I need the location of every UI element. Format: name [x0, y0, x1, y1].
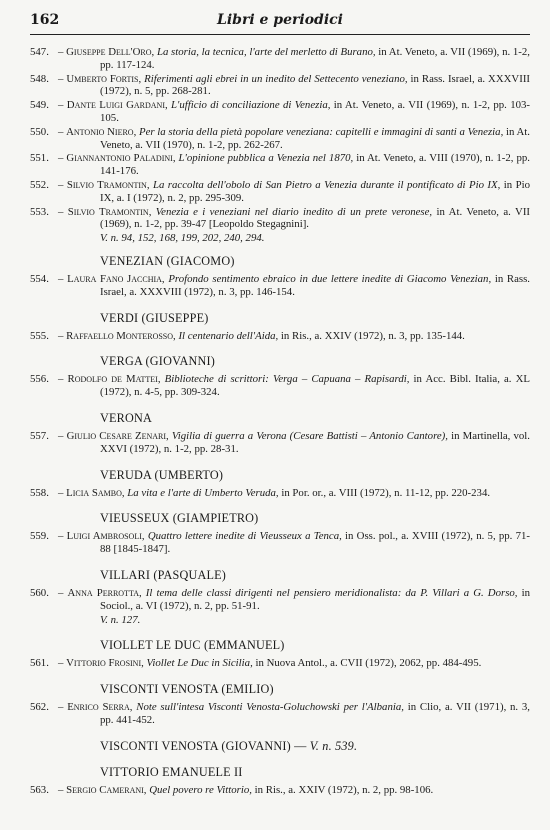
entry-dash: –	[58, 272, 64, 285]
section-heading	[30, 311, 530, 325]
section-heading	[30, 765, 530, 779]
entry-cross-reference: V. n. 127.	[100, 613, 141, 626]
bibliography-entry	[30, 373, 530, 399]
bibliography-entry	[30, 587, 530, 613]
entry-number: 563.	[30, 783, 49, 796]
entry-citation: in Clio, a. VII (1971), n. 3, pp. 441-452.	[100, 701, 531, 726]
entry-title: Viollet Le Duc in Sicilia,	[146, 657, 253, 670]
entry-dash: –	[58, 72, 64, 85]
entry-citation: in Rass. Israel, a. XXXVIII (1972), n. 5, pp. 268-281.	[100, 72, 531, 98]
section-heading-name: VERUDA (UMBERTO)	[100, 467, 224, 482]
entry-number: 555.	[30, 329, 49, 342]
bibliography-entry	[30, 530, 530, 556]
entry-citation: in Ris., a. XXIV (1972), n. 3, pp. 135-144.	[278, 329, 465, 342]
entry-citation: in Martinella, vol. XXVI (1972), n. 1-2, pp. 28-31.	[100, 429, 531, 455]
entry-dash: –	[58, 586, 64, 599]
entry-citation: in Acc. Bibl. Italia, a. XL (1972), n. 4-5, pp. 309-324.	[100, 373, 531, 399]
section-heading	[30, 568, 530, 582]
running-header	[30, 10, 530, 36]
bibliography-entry	[30, 273, 530, 299]
bibliography-entry	[30, 701, 530, 727]
entry-author: Laura Fano Jacchia,	[67, 272, 165, 285]
entry-title: Profondo sentimento ebraico in due lettere inedite di Giacomo Venezian,	[168, 272, 492, 285]
entry-title: L'opinione pubblica a Venezia nel 1870,	[178, 152, 354, 165]
section-heading-name: VIOLLET LE DUC (EMMANUEL)	[100, 638, 285, 653]
entry-dash: –	[58, 329, 64, 342]
header-rule	[30, 34, 530, 35]
bibliography-entry	[30, 99, 530, 125]
running-title: Libri e periodici	[217, 12, 343, 28]
entry-title: L'ufficio di conciliazione di Venezia,	[171, 99, 331, 112]
section-heading	[30, 468, 530, 482]
bibliography-entry	[30, 784, 530, 797]
bibliography-entry	[30, 46, 530, 72]
entry-title: La vita e l'arte di Umberto Veruda,	[127, 486, 279, 499]
entry-number: 552.	[30, 178, 49, 191]
bibliography-entry	[30, 330, 530, 343]
entry-dash: –	[58, 46, 64, 58]
section-heading-name: VISCONTI VENOSTA (GIOVANNI)	[100, 738, 291, 753]
bibliography-entry	[30, 179, 530, 205]
entry-citation: in Rass. Israel, a. XXXVIII (1972), n. 3, pp. 146-154.	[100, 272, 531, 298]
section-heading-name: VISCONTI VENOSTA (EMILIO)	[100, 682, 274, 697]
section-heading-name: VENEZIAN (GIACOMO)	[100, 253, 235, 268]
entry-number: 554.	[30, 272, 49, 285]
entry-title: Quel povero re Vittorio,	[149, 783, 252, 796]
entry-author: Silvio Tramontin,	[66, 178, 150, 191]
entry-citation: in At. Veneto, a. VII (1970), n. 1-2, pp. 262-267.	[100, 125, 530, 151]
entry-title: Riferimenti agli ebrei in un inedito del Settecento veneziano,	[144, 72, 408, 85]
entry-dash: –	[58, 205, 64, 218]
entry-number: 556.	[30, 373, 49, 386]
entry-number: 557.	[30, 429, 49, 442]
entry-number: 548.	[30, 72, 49, 85]
entry-author: Luigi Ambrosoli,	[66, 530, 145, 543]
entry-title: La storia, la tecnica, l'arte del merletto di Burano,	[156, 46, 376, 58]
section-heading-name: VITTORIO EMANUELE II	[100, 764, 243, 779]
section-heading	[30, 254, 530, 268]
entry-number: 551.	[30, 152, 49, 165]
entry-number: 559.	[30, 530, 49, 543]
section-heading	[30, 638, 530, 652]
entry-number: 560.	[30, 586, 49, 599]
entry-number: 561.	[30, 657, 49, 670]
entry-citation: in Ris., a. XXIV (1972), n. 2, pp. 98-106.	[251, 783, 434, 796]
entry-title: Quattro lettere inedite di Vieusseux a Tenca,	[147, 530, 342, 543]
bibliography-entry	[30, 487, 530, 500]
entry-citation: in At. Veneto, a. VII (1969), n. 1-2, pp. 39-47 [Leopoldo Stegagnini].	[100, 205, 531, 231]
entry-number: 562.	[30, 701, 49, 714]
section-heading-name: VILLARI (PASQUALE)	[100, 567, 227, 582]
entry-citation: in At. Veneto, a. VII (1969), n. 1-2, pp. 117-124.	[100, 46, 530, 71]
entry-citation: in Nuova Antol., a. CVII (1972), 2062, pp. 484-495.	[252, 657, 482, 670]
entry-cross-reference: V. n. 94, 152, 168, 199, 202, 240, 294.	[100, 232, 265, 245]
section-heading-separator: —	[290, 738, 310, 753]
entry-citation: in At. Veneto, a. VII (1969), n. 1-2, pp. 103-105.	[100, 99, 530, 124]
entry-title: Il tema delle classi dirigenti nel pensiero meridionalista: da P. Villari a G. Dorso,	[145, 586, 518, 599]
entry-number: 549.	[30, 99, 49, 112]
entry-dash: –	[58, 152, 64, 165]
page-number: 162	[30, 12, 60, 28]
bibliography-entry	[30, 126, 530, 152]
entry-citation: in At. Veneto, a. VIII (1970), n. 1-2, pp. 141-176.	[100, 152, 530, 178]
section-heading	[30, 411, 530, 425]
entry-dash: –	[58, 530, 64, 543]
entry-author: Licia Sambo,	[66, 486, 125, 499]
entry-author: Raffaello Monterosso,	[66, 329, 176, 342]
entry-number: 558.	[30, 486, 49, 499]
entry-number: 547.	[30, 46, 49, 58]
bibliography-entry	[30, 152, 530, 178]
entry-dash: –	[58, 178, 64, 191]
section-heading-name: VERGA (GIOVANNI)	[100, 354, 216, 369]
section-heading-name: VERDI (GIUSEPPE)	[100, 310, 209, 325]
entry-author: Antonio Niero,	[66, 125, 137, 138]
entry-author: Giulio Cesare Zenari,	[66, 429, 169, 442]
entry-author: Umberto Fortis,	[66, 72, 142, 85]
entry-dash: –	[58, 657, 64, 670]
entry-author: Anna Perrotta,	[67, 586, 142, 599]
entry-title: La raccolta dell'obolo di San Pietro a Venezia durante il pontificato di Pio IX,	[152, 178, 501, 191]
bibliography-entry	[30, 206, 530, 232]
entry-author: Enrico Serra,	[67, 701, 133, 714]
entry-number: 553.	[30, 205, 49, 218]
entry-author: Silvio Tramontin,	[67, 205, 152, 218]
entry-title: Il centenario dell'Aida,	[178, 329, 279, 342]
entry-citation: in Por. or., a. VIII (1972), n. 11-12, pp. 220-234.	[278, 486, 491, 499]
entry-title: Note sull'intesa Visconti Venosta-Goluchowski per l'Albania,	[136, 701, 404, 714]
bibliography-entry	[30, 73, 530, 99]
entry-title: Per la storia della pietà popolare veneziana: capitelli e immagini di santi a Venezia,	[139, 125, 504, 138]
bibliography-entry	[30, 657, 530, 670]
entry-author: Dante Luigi Gardani,	[66, 99, 168, 112]
entry-author: Rodolfo de Mattei,	[67, 373, 161, 386]
section-heading-name: VERONA	[100, 410, 152, 425]
entry-author: Giannantonio Paladini,	[66, 152, 176, 165]
section-cross-reference: V. n. 539.	[309, 738, 358, 753]
bibliography-list	[30, 46, 530, 798]
bibliography-entry	[30, 430, 530, 456]
entry-citation: in Pio IX, a. I (1972), n. 2, pp. 295-309.	[100, 178, 531, 204]
entry-citation: in Oss. pol., a. XVIII (1972), n. 5, pp. 71-88 [1845-1847].	[100, 530, 530, 556]
entry-dash: –	[58, 783, 64, 796]
entry-dash: –	[58, 486, 64, 499]
section-heading	[30, 739, 530, 753]
entry-dash: –	[58, 125, 64, 138]
entry-citation: in Sociol., a. VI (1972), n. 2, pp. 51-91.	[100, 586, 531, 612]
entry-dash: –	[58, 429, 64, 442]
entry-dash: –	[58, 701, 64, 714]
entry-author: Vittorio Frosini,	[66, 657, 144, 670]
section-heading	[30, 511, 530, 525]
section-heading	[30, 354, 530, 368]
section-heading	[30, 682, 530, 696]
entry-dash: –	[58, 99, 64, 112]
entry-title: Venezia e i veneziani nel diario inedito di un prete veronese,	[155, 205, 433, 218]
section-heading-name: VIEUSSEUX (GIAMPIETRO)	[100, 511, 259, 526]
entry-number: 550.	[30, 125, 49, 138]
entry-title: Vigilia di guerra a Verona (Cesare Battisti – Antonio Cantore),	[171, 429, 448, 442]
entry-dash: –	[58, 373, 64, 386]
entry-title: Biblioteche di scrittori: Verga – Capuana – Rapisardi,	[164, 373, 410, 386]
entry-author: Sergio Camerani,	[66, 783, 147, 796]
entry-author: Giuseppe Dell'Oro,	[66, 46, 155, 58]
